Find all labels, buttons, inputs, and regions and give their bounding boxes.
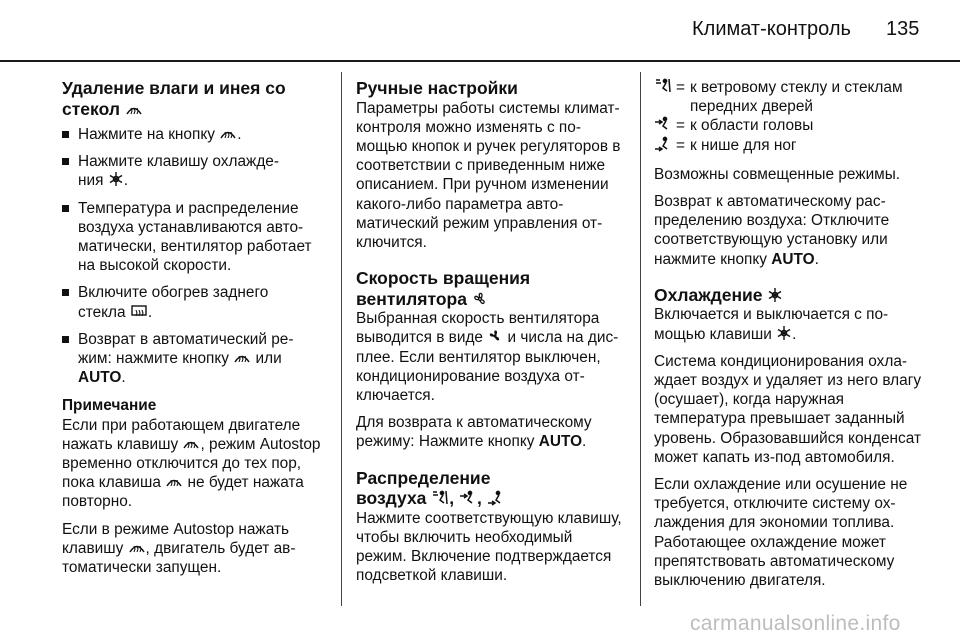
paragraph-text: Выбранная скорость вентилятора выводится в виде <box>356 310 600 347</box>
snowflake-icon <box>108 171 124 187</box>
section-heading-fan-speed <box>356 268 626 309</box>
heading-line-1: Удаление влаги и инея со <box>62 78 286 98</box>
defrost-icon <box>219 125 237 141</box>
item-text-end: . <box>147 303 153 321</box>
note-text: , двигатель будет автоматически запущен. <box>62 539 296 577</box>
paragraph <box>654 305 924 343</box>
air-windscreen-icon <box>431 490 449 506</box>
paragraph <box>654 192 924 269</box>
paragraph: Параметры работы системы климат-контроля можно изменять с помощью кнопок и ручек регуляторов в соответствии с приведенным ниже описанием. При ручном изменении какого-либо параметра автоматический режим управления отключится. <box>356 99 621 251</box>
table-cell: к нише для ног <box>690 136 797 154</box>
instruction-list <box>62 125 330 387</box>
item-text: или <box>251 350 282 368</box>
defrost-icon <box>125 101 143 117</box>
paragraph-text: Возврат к автоматическому распределению воздуха: Отключите соответствующую установку или нажмите кнопку <box>654 193 890 268</box>
list-item <box>62 125 330 144</box>
note-text: , режим Autostop временно отключится до тех пор, пока клавиша <box>62 435 321 492</box>
paragraph <box>356 413 626 451</box>
item-text: Нажмите клавишу охлажде- <box>78 153 279 171</box>
paragraph: Система кондиционирования охлаждает воздух и удаляет из него влагу (осушает), когда наружная температура превышает заданный уровень. Образовавшийся конденсат может капать из-под автомобиля. <box>654 352 922 466</box>
note-paragraph <box>62 520 330 578</box>
air-windscreen-icon <box>654 78 672 94</box>
table-row <box>654 116 924 135</box>
equals-sign: = <box>676 136 685 154</box>
item-text-end: . <box>123 172 128 190</box>
note-paragraph <box>62 416 330 512</box>
heading-text: Охлаждение <box>654 284 763 305</box>
snowflake-icon <box>767 287 783 303</box>
item-text: Включите обогрев заднего <box>78 284 269 302</box>
item-text: стекла <box>78 303 130 321</box>
heading-line-2: воздуха <box>356 488 427 509</box>
item-text: Нажмите на кнопку <box>78 126 220 143</box>
paragraph: Нажмите соответствующую клавишу, чтобы включить необходимый режим. Включение подтверждается подсветкой клавиши. <box>356 509 622 585</box>
paragraph-text: Для возврата к автоматическому режиму: Нажмите кнопку <box>356 414 592 451</box>
list-item <box>62 330 330 388</box>
section-heading-manual: Ручные настройки <box>356 78 518 98</box>
paragraph: Если охлаждение или осушение не требуется, отключите систему охлаждения для экономии топлива. Работающее охлаждение может препятствовать автоматическому выключению двигателя. <box>654 475 908 589</box>
air-distribution-table <box>654 78 924 155</box>
header-rule <box>0 60 960 62</box>
table-cell: к ветровому стеклу и стеклам передних дверей <box>690 79 903 116</box>
auto-label: AUTO <box>771 250 815 268</box>
note-text: не будет нажата повторно. <box>62 474 304 511</box>
note-text: Если при работающем двигателе нажать клавишу <box>62 416 301 453</box>
snowflake-icon <box>776 325 792 341</box>
item-text: Возврат в автоматический ре- <box>78 330 294 348</box>
paragraph-text: Включается и выключается с помощью клавиши <box>654 306 889 343</box>
table-cell: к области головы <box>690 117 814 135</box>
equals-sign: = <box>676 79 685 96</box>
watermark: carmanualsonline.info <box>690 612 901 635</box>
defrost-icon <box>128 539 146 555</box>
item-text: жим: нажмите кнопку <box>78 350 234 368</box>
list-item <box>62 283 330 321</box>
defrost-icon <box>182 435 200 451</box>
section-heading-cooling <box>654 285 924 306</box>
section-heading-air-distribution: Распределение воздуха , , <box>356 468 626 509</box>
heading-line-2: стекол <box>62 98 120 119</box>
page-number: 135 <box>886 18 920 40</box>
column-1 <box>62 78 330 585</box>
page-header-title: Климат-контроль <box>692 18 851 40</box>
air-feet-icon <box>487 490 505 506</box>
column-divider-left <box>341 72 342 606</box>
heading-line-2: вентилятора <box>356 288 467 309</box>
table-row <box>654 78 924 116</box>
equals-sign: = <box>676 117 685 135</box>
rear-window-heat-icon <box>130 303 148 319</box>
air-feet-icon <box>654 136 672 152</box>
air-head-icon <box>459 490 477 506</box>
fan-solid-icon <box>487 328 503 344</box>
column-divider-right <box>640 72 641 606</box>
note-text: Если в режиме Autostop нажать клавишу <box>62 520 290 557</box>
paragraph-text: . <box>792 325 797 343</box>
column-2 <box>356 78 626 593</box>
paragraph-text: . <box>814 250 819 268</box>
list-item <box>62 152 330 190</box>
item-text-end: . <box>237 126 242 143</box>
item-text: ния <box>78 172 108 190</box>
table-row <box>654 136 924 155</box>
item-text: Температура и распределение воздуха устанавливаются автоматически, вентилятор работает на высокой скорости. <box>78 199 312 275</box>
paragraph-text: и числа на дисплее. Если вентилятор выключен, кондиционирование воздуха отключается. <box>356 329 619 404</box>
heading-line-1: Скорость вращения <box>356 268 531 289</box>
list-item <box>62 199 330 276</box>
item-text-end: . <box>121 369 126 387</box>
fan-icon <box>472 291 488 307</box>
air-head-icon <box>654 116 672 132</box>
defrost-icon <box>233 349 251 365</box>
paragraph-text: . <box>582 433 587 451</box>
heading-line-1: Распределение <box>356 467 491 488</box>
auto-label: AUTO <box>538 433 583 451</box>
section-heading-defog <box>62 78 330 119</box>
paragraph <box>356 309 626 405</box>
column-3 <box>654 78 924 598</box>
note-title: Примечание <box>62 397 157 415</box>
paragraph: Возможны совмещенные режимы. <box>654 165 901 183</box>
defrost-icon <box>165 473 183 489</box>
auto-label: AUTO <box>78 369 122 387</box>
